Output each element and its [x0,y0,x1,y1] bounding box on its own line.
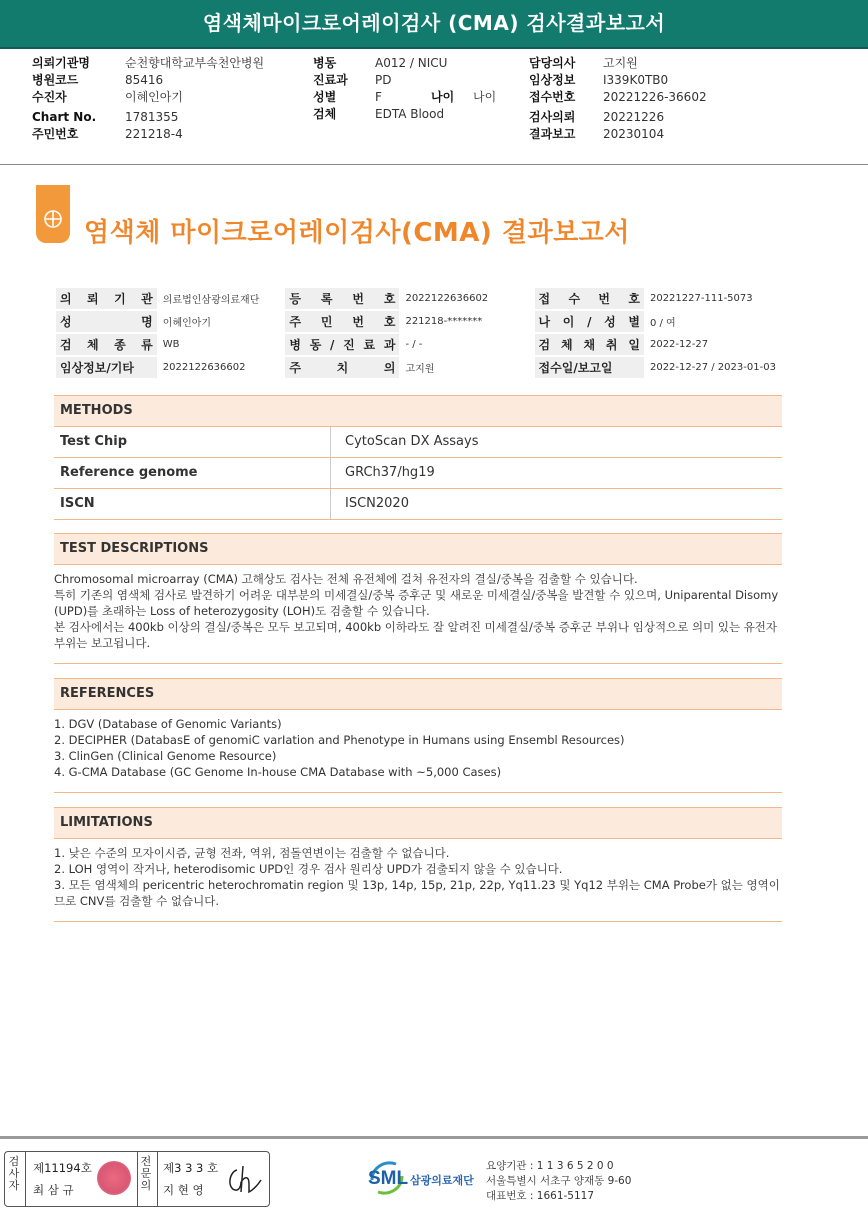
header-value: 이혜인아기 [125,90,183,104]
report-logo-tab [36,185,70,243]
info-key: 나 이 / 성 별 [535,311,644,332]
info-key: 주 치 의 [285,357,399,378]
signbox-divider [137,1152,138,1206]
examiner-name: 최 삼 규 [33,1183,74,1197]
info-key: 검 체 채 취 일 [535,334,644,355]
header-value: 20221226-36602 [603,90,707,104]
header-row [529,89,707,106]
header-label: 진료과 [313,73,348,87]
info-row [56,288,780,309]
reference-line: 4. G-CMA Database (GC Genome In-house CMA Database with ~5,000 Cases) [54,765,502,779]
info-value: 2022-12-27 [646,334,780,355]
top-title-bar [0,0,868,49]
top-title: 염색체마이크로어레이검사 (CMA) 검사결과보고서 [202,11,666,35]
references-section [54,678,782,793]
sml-brand-kr: 삼광의료재단 [410,1174,474,1187]
header-value: 1781355 [125,110,179,124]
description-line: Chromosomal microarray (CMA) 고해상도 검사는 전체 유전체에 걸쳐 유전자의 결실/중복을 검출할 수 있습니다. [54,572,638,586]
methods-key: Reference genome [54,458,331,488]
patient-info-table [54,286,782,380]
header-col-2 [313,55,496,123]
methods-heading: METHODS [54,395,782,427]
methods-row [54,427,782,458]
info-key: 검 체 종 류 [56,334,157,355]
references-body [54,710,782,784]
info-value: 221218-******* [401,311,532,332]
header-label: 검체 [313,107,337,121]
header-label: 접수번호 [529,90,576,104]
info-key: 등 록 번 호 [285,288,399,309]
info-value: 2022-12-27 / 2023-01-03 [646,357,780,378]
info-key: 성 명 [56,311,157,332]
header-row [313,55,496,72]
header-value: 20230104 [603,127,665,141]
header-row [32,72,264,89]
info-value: 고지원 [401,357,532,378]
header-value: 221218-4 [125,127,183,141]
info-row [56,334,780,355]
info-key: 접수일/보고일 [535,357,644,378]
header-value: A012 / NICU [375,56,448,70]
examiner-label: 검 사 자 [8,1155,20,1192]
methods-key: Test Chip [54,427,331,457]
header-value: EDTA Blood [375,107,445,121]
header-row [32,109,264,126]
reviewer-license: 제3 3 3 호 [163,1161,219,1175]
header-row [32,55,264,72]
reference-line: 2. DECIPHER (DatabasE of genomiC varIation and Phenotype in Humans using Ensembl Resources) [54,733,625,747]
methods-row [54,458,782,489]
references-heading: REFERENCES [54,678,782,710]
care-org-number: 요양기관 : 1 1 3 6 5 2 0 0 [486,1160,614,1172]
footer-phone: 대표번호 : 1661-5117 [486,1190,595,1202]
signbox-divider [157,1152,158,1206]
footer-address: 서울특별시 서초구 양재동 9-60 [486,1175,632,1187]
sml-brand: SML [368,1168,409,1189]
header-value: 나이 [473,90,497,104]
header-value: PD [375,73,392,87]
header-value: 순천향대학교부속천안병원 [125,56,265,70]
header-label: 임상정보 [529,73,576,87]
methods-value: CytoScan DX Assays [345,434,479,449]
header-col-3 [529,55,707,143]
header-row [529,55,707,72]
description-line: 특히 기존의 염색체 검사로 발견하기 어려운 대부분의 미세결실/중복 증후군 및 새로운 미세결실/중복을 발견할 수 있으며, Uniparental Disomy (UPD)를 초래하는 Loss of heterozygosity (LOH)도 검출할 수 있습니다. [54,588,779,618]
limitation-line: 1. 낮은 수준의 모자이시즘, 균형 전좌, 역위, 점돌연변이는 검출할 수 없습니다. [54,846,450,860]
header-label: 성별 [313,90,337,104]
header-value: 20221226 [603,110,665,124]
header-row [313,106,496,123]
header-row [32,126,264,143]
header-label: 주민번호 [32,127,79,141]
methods-section [54,395,782,520]
header-row [529,109,707,126]
header-value: 85416 [125,73,164,87]
header-label: Chart No. [32,110,97,124]
signbox-divider [25,1152,26,1206]
header-row [313,89,496,106]
info-value: 이혜인아기 [159,311,284,332]
info-value: 2022122636602 [401,288,532,309]
reviewer-label: 전 문 의 [140,1155,152,1192]
methods-key: ISCN [54,489,331,519]
header-label: 병원코드 [32,73,79,87]
info-value: 20221227-111-5073 [646,288,780,309]
info-value: WB [159,334,284,355]
header-label: 의뢰기관명 [32,56,90,70]
header-label: 담당의사 [529,56,576,70]
header-label: 나이 [431,90,455,104]
header-row [313,72,496,89]
test-descriptions-section [54,533,782,664]
methods-value: ISCN2020 [345,496,409,511]
info-key: 임상정보/기타 [56,357,157,378]
reviewer-name: 지 현 영 [163,1183,204,1197]
sml-logo [366,1158,486,1198]
info-key: 접 수 번 호 [535,288,644,309]
info-key: 병 동 / 진 료 과 [285,334,399,355]
header-col-1 [32,55,264,143]
info-value: 0 / 여 [646,311,780,332]
header-value: F [375,90,382,104]
test-descriptions-body [54,565,782,655]
info-key: 의 뢰 기 관 [56,288,157,309]
seal-stamp-icon [97,1161,131,1195]
reference-line: 1. DGV (Database of Genomic Variants) [54,717,282,731]
footer-divider [0,1136,868,1139]
info-value: 의료법인삼광의료재단 [159,288,284,309]
limitation-line: 3. 모든 염색체의 pericentric heterochromatin region 및 13p, 14p, 15p, 21p, 22p, Yq11.23 및 Yq12 부위는 CMA Probe가 없는 영역이므로 CNV를 검출할 수 없습니다. [54,878,780,908]
info-value: 2022122636602 [159,357,284,378]
info-row [56,357,780,378]
limitation-line: 2. LOH 영역이 작거나, heterodisomic UPD인 경우 검사 원리상 UPD가 검출되지 않을 수 있습니다. [54,862,563,876]
limitations-body [54,839,782,913]
signature-box [4,1151,270,1207]
header-label: 수진자 [32,90,67,104]
header-row [529,126,707,143]
header-value: 고지원 [603,56,638,70]
header-label: 결과보고 [529,127,576,141]
limitations-heading: LIMITATIONS [54,807,782,839]
header-label: 검사의뢰 [529,110,576,124]
reference-line: 3. ClinGen (Clinical Genome Resource) [54,749,277,763]
footer-info [486,1159,631,1204]
description-line: 본 검사에서는 400kb 이상의 결실/중복은 모두 보고되며, 400kb 이하라도 잘 알려진 미세결실/중복 증후군 부위나 임상적으로 의미 있는 유전자 부위는 보고됩니다. [54,620,778,650]
limitations-section [54,807,782,922]
header-row [529,72,707,89]
signature-icon [223,1162,265,1196]
methods-row [54,489,782,520]
info-value: - / - [401,334,532,355]
examiner-license: 제11194호 [33,1161,92,1175]
info-key: 주 민 번 호 [285,311,399,332]
test-descriptions-heading: TEST DESCRIPTIONS [54,533,782,565]
info-row [56,311,780,332]
report-title: 염색체 마이크로어레이검사(CMA) 결과보고서 [84,218,630,248]
dna-cross-icon [43,209,63,229]
header-value: I339K0TB0 [603,73,669,87]
header-label: 병동 [313,56,337,70]
header-row [32,89,264,106]
methods-value: GRCh37/hg19 [345,465,435,480]
header-divider [0,164,868,165]
